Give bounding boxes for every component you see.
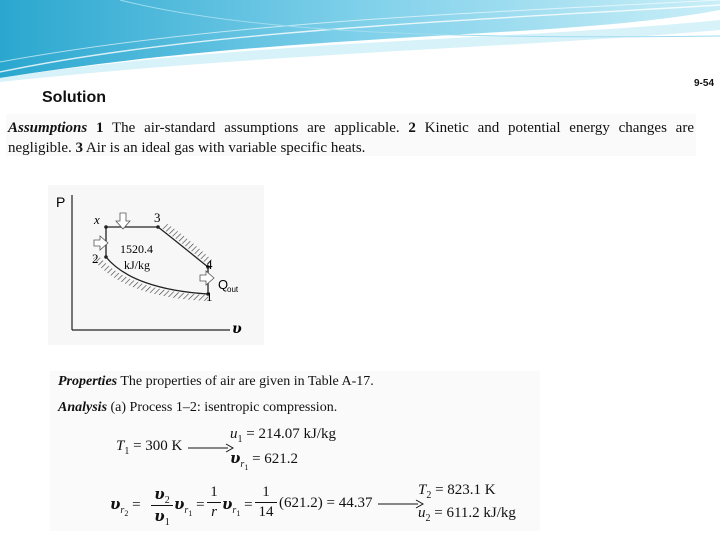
properties-line <box>58 374 374 390</box>
v-axis-label: υ <box>232 321 242 337</box>
vr2-lhs: $\upsilon_{r2}$ = <box>110 495 141 518</box>
vr1-term-a: $\upsilon_{r1}$ = <box>174 495 205 518</box>
label-state-x: x <box>94 212 100 227</box>
properties-text: The properties of air are given in Table A-17. <box>117 374 374 389</box>
page-number: 9-54 <box>693 78 714 89</box>
state-2-dot <box>104 255 108 259</box>
analysis-label: Analysis <box>58 400 108 415</box>
vr1-term-b: $\upsilon_{r1}$ = <box>222 495 253 518</box>
state2-temperature: $T_2 = 823.1$ K <box>418 482 496 501</box>
volume-ratio-fraction: $\upsilon_2$ $\upsilon_1$ <box>151 485 173 526</box>
label-state-4: 4 <box>206 257 213 272</box>
label-state-1: 1 <box>206 289 213 304</box>
analysis-block <box>50 371 540 531</box>
label-state-2: 2 <box>92 251 99 266</box>
vr2-value: (621.2) = 44.37 <box>279 495 373 511</box>
state1-arrow <box>188 443 234 453</box>
page-title: Solution <box>42 89 106 106</box>
assumption-number-1: 1 <box>96 120 104 136</box>
compression-ratio-fraction: 1 r <box>207 484 221 521</box>
state-x-dot <box>104 225 108 229</box>
assumption-number-2: 2 <box>408 120 416 136</box>
heat-out-subscript: out <box>227 285 239 294</box>
state1-relative-volume: $\upsilon_{r1} = 621.2$ <box>230 449 299 472</box>
assumption-text-2: Kinetic and potential energy changes are negligible. <box>8 120 694 156</box>
assumption-text-3: Air is an ideal gas with variable specific heats. <box>83 140 366 156</box>
assumption-text-1: The air-standard assumptions are applicable. <box>103 120 409 136</box>
state-3-dot <box>156 225 160 229</box>
label-state-3: 3 <box>154 210 161 225</box>
state1-internal-energy: $u_1 = 214.07$ kJ/kg <box>230 426 336 445</box>
heat-in-unit: kJ/kg <box>124 258 151 272</box>
state1-temperature: $T_1 = 300$ K <box>116 438 183 457</box>
pv-diagram <box>48 185 264 345</box>
analysis-line <box>58 400 337 416</box>
p-axis-label: P <box>56 194 66 210</box>
properties-label: Properties <box>58 374 118 389</box>
heat-out-label: Q <box>218 277 229 292</box>
assumption-number-3: 3 <box>75 140 83 156</box>
header-wave-banner <box>0 0 720 90</box>
analysis-text: (a) Process 1–2: isentropic compression. <box>107 400 338 415</box>
heat-in-value: 1520.4 <box>120 242 153 256</box>
assumptions-label: Assumptions <box>8 120 88 136</box>
state2-internal-energy: $u_2 = 611.2$ kJ/kg <box>418 505 516 524</box>
numeric-ratio-fraction: 1 14 <box>255 484 277 521</box>
assumptions-paragraph <box>6 114 696 156</box>
